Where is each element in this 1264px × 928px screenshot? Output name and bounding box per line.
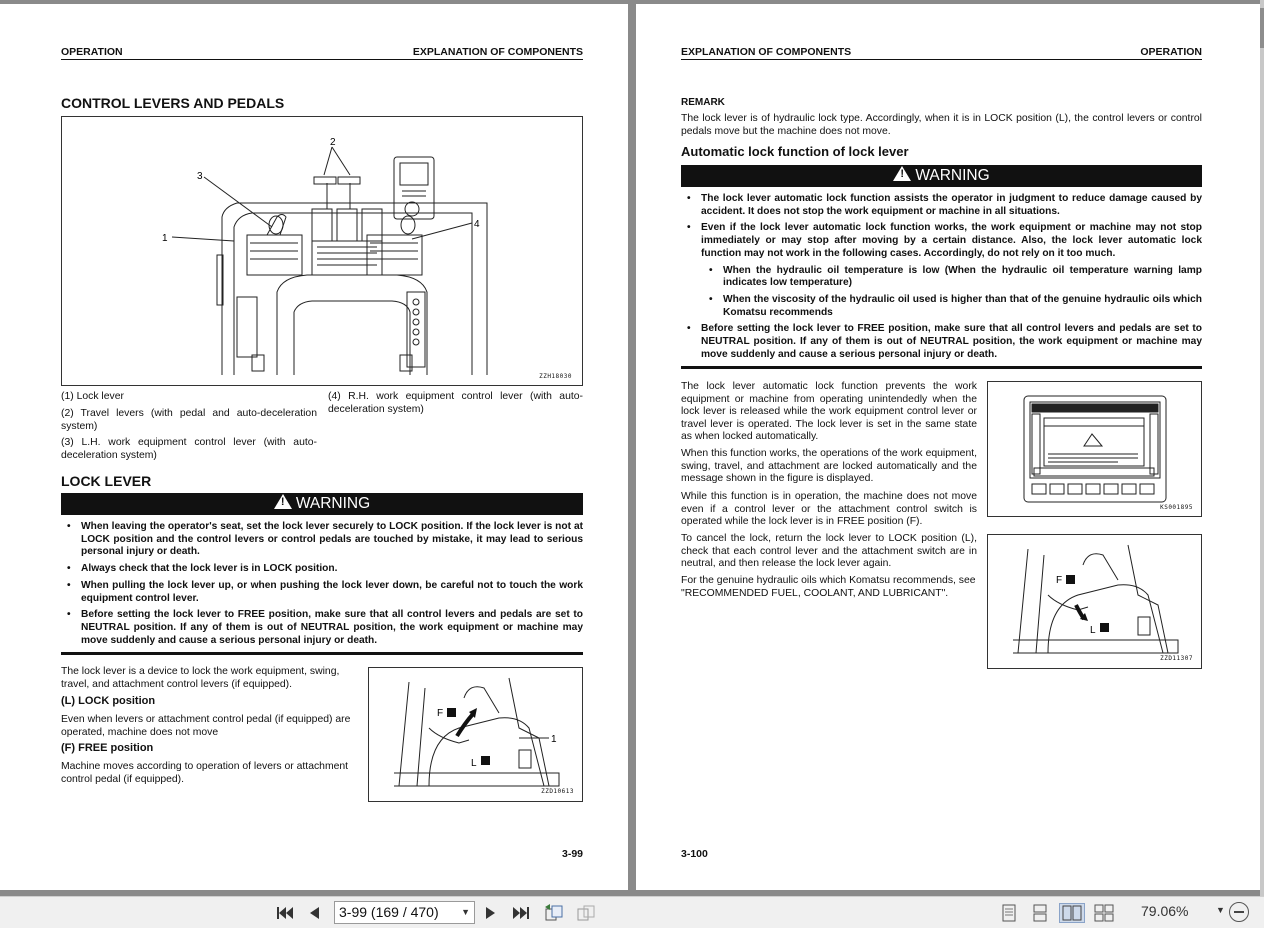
figure-code: ZZD10613 [541, 788, 574, 795]
label-l: L [1090, 625, 1096, 636]
free-position-title: (F) FREE position [61, 742, 154, 754]
remark-label: REMARK [681, 97, 725, 108]
warning-label: WARNING [915, 167, 990, 184]
warning-subitem: • When the hydraulic oil temperature is low (When the hydraulic oil temperature warning lamp indicates low temperature) [681, 265, 1202, 290]
callout-4: 4 [474, 219, 480, 230]
next-page-button[interactable] [482, 903, 500, 923]
lock-lever-figure [368, 667, 583, 802]
callout-2: 2 [330, 137, 336, 148]
facing-pages-button[interactable] [1059, 903, 1085, 923]
continuous-facing-icon [1094, 904, 1114, 922]
last-page-icon [511, 905, 531, 921]
page-header-right: EXPLANATION OF COMPONENTS [412, 46, 583, 58]
label-f: F [1056, 575, 1063, 586]
remark-text: The lock lever is of hydraulic lock type. Accordingly, when it is in LOCK position (L), the control levers or control pedals move but the machine does not move. [681, 113, 1202, 137]
lock-icon [1100, 623, 1109, 632]
lock-lever-figure-2 [987, 534, 1202, 669]
page-left [0, 4, 628, 890]
warning-item: • When leaving the operator's seat, set the lock lever securely to LOCK position. If the lock lever is not at LOCK position and the control levers or control pedals are touched by mistake, it may lead to serious personal injury or death. [61, 521, 583, 559]
first-page-button[interactable] [274, 903, 296, 923]
page-number: 3-100 [681, 848, 708, 860]
warning-label: WARNING [295, 495, 371, 512]
page-number: 3-99 [561, 848, 583, 860]
callout-1: 1 [162, 233, 168, 244]
free-position-text: Machine moves according to operation of levers or attachment control pedal (if equipped). [61, 761, 349, 785]
warning-item: • The lock lever automatic lock function assists the operator in judgment to reduce damage caused by accident. It does not stop the work equipment or machine in all situations. [681, 193, 1202, 218]
lock-lever-drawing [369, 668, 582, 801]
previous-page-button[interactable] [304, 903, 324, 923]
auto-para-3: While this function is in operation, the machine does not move even if a control lever or the attachment control switch is operated while the lock lever is in FREE position (F). [681, 491, 977, 528]
zoom-dropdown-icon[interactable]: ▼ [1216, 905, 1225, 915]
warning-item: • Even if the lock lever automatic lock function works, the work equipment or machine may not stop immediately or may stop after moving by a certain distance. Also, the lock lever automatic lock function may not work in the following cases. Accordingly, do not rely on it too much. [681, 222, 1202, 260]
warning-bar [61, 493, 583, 515]
auto-para-2: When this function works, the operations of the work equipment, swing, travel, and attachment are locked automatically and the message shown in the figure is displayed. [681, 448, 977, 485]
callout-3: 3 [197, 171, 203, 182]
warning-end-rule [681, 366, 1202, 369]
warning-end-rule [61, 652, 583, 655]
first-page-icon [275, 905, 295, 921]
lock-icon [481, 756, 490, 765]
unlock-icon [447, 708, 456, 717]
previous-view-icon [543, 904, 565, 922]
page-header-right: OPERATION [1140, 46, 1202, 58]
warning-icon [274, 494, 292, 509]
caption-1: (1) Lock lever [61, 391, 124, 402]
zoom-out-button[interactable] [1229, 902, 1249, 922]
cab-controls-drawing [62, 117, 582, 385]
warning-icon [893, 166, 911, 181]
facing-pages-icon [1062, 905, 1082, 921]
warning-item: • When pulling the lock lever up, or when pushing the lock lever down, be careful not to touch the work equipment control lever. [61, 580, 583, 605]
warning-item: • Always check that the lock lever is in LOCK position. [61, 563, 583, 576]
header-rule [681, 59, 1202, 60]
monitor-figure [987, 381, 1202, 517]
page-header-left: EXPLANATION OF COMPONENTS [681, 46, 852, 58]
label-f: F [437, 708, 444, 719]
page-header-left: OPERATION [61, 46, 123, 58]
next-view-button[interactable] [574, 903, 598, 923]
warning-subitem: • When the viscosity of the hydraulic oil used is higher than that of the genuine hydraulic oils which Komatsu recommends [681, 294, 1202, 319]
cab-controls-figure [61, 116, 583, 386]
lock-lever-intro: The lock lever is a device to lock the work equipment, swing, travel, and attachment control levers (if equipped). [61, 666, 340, 690]
lock-lever-drawing-2 [988, 535, 1201, 668]
figure-code: ZZD11307 [1160, 655, 1193, 662]
continuous-page-icon [1032, 904, 1048, 922]
next-page-icon [484, 905, 498, 921]
monitor-drawing [988, 382, 1201, 516]
page-number-value: 3-99 (169 / 470) [339, 904, 439, 920]
single-page-icon [1001, 904, 1017, 922]
label-1: 1 [551, 734, 557, 745]
lock-position-title: (L) LOCK position [61, 695, 156, 707]
last-page-button[interactable] [510, 903, 532, 923]
section-title: CONTROL LEVERS AND PEDALS [61, 95, 285, 111]
previous-page-icon [307, 905, 321, 921]
scrollbar-thumb[interactable] [1260, 8, 1264, 48]
auto-para-1: The lock lever automatic lock function prevents the work equipment or machine from operating unintendedly when the lock lever is released while the work equipment control lever or travel lever is operated. The lock lever is set in the same state as when locked automatically. [681, 381, 977, 443]
warning-bar [681, 165, 1202, 187]
viewer-toolbar [0, 896, 1264, 928]
caption-2: (2) Travel levers (with pedal and auto-deceleration system) [61, 408, 317, 432]
previous-view-button[interactable] [542, 903, 566, 923]
auto-para-5: For the genuine hydraulic oils which Komatsu recommends, see "RECOMMENDED FUEL, COOLANT, AND LUBRICANT". [681, 575, 976, 599]
caption-3: (3) L.H. work equipment control lever (with auto-deceleration system) [61, 437, 317, 461]
warning-item: • Before setting the lock lever to FREE position, make sure that all control levers and pedals are set to NEUTRAL position. If any of them is out of NEUTRAL position, the work equipment or machine may move suddenly and cause a serious personal injury or death. [681, 323, 1202, 361]
figure-code: ZZH18030 [539, 373, 572, 380]
caption-4: (4) R.H. work equipment control lever (with auto-deceleration system) [328, 391, 583, 415]
vertical-scrollbar[interactable] [1260, 0, 1264, 896]
continuous-page-button[interactable] [1029, 903, 1051, 923]
chevron-down-icon[interactable]: ▼ [461, 907, 470, 917]
warning-list [61, 521, 583, 651]
lock-position-text: Even when levers or attachment control pedal (if equipped) are operated, machine does not move [61, 714, 351, 738]
warning-item: • Before setting the lock lever to FREE position, make sure that all control levers and pedals are set to NEUTRAL position. If any of them is out of NEUTRAL position, the work equipment or machine may move suddenly and cause a serious personal injury or death. [61, 609, 583, 647]
warning-list [681, 193, 1202, 365]
figure-code: KS001895 [1160, 504, 1193, 511]
page-number-field[interactable] [334, 901, 475, 924]
zoom-level[interactable]: 79.06% [1141, 903, 1189, 919]
single-page-button[interactable] [998, 903, 1020, 923]
page-right [636, 4, 1260, 890]
auto-lock-title: Automatic lock function of lock lever [681, 144, 909, 159]
label-l: L [471, 758, 477, 769]
header-rule [61, 59, 583, 60]
continuous-facing-button[interactable] [1093, 903, 1115, 923]
auto-para-4: To cancel the lock, return the lock lever to LOCK position (L), check that each control lever and the attachment switch are in neutral, and then release the lock lever again. [681, 533, 977, 570]
unlock-icon [1066, 575, 1075, 584]
next-view-icon [575, 904, 597, 922]
lock-lever-title: LOCK LEVER [61, 473, 152, 489]
